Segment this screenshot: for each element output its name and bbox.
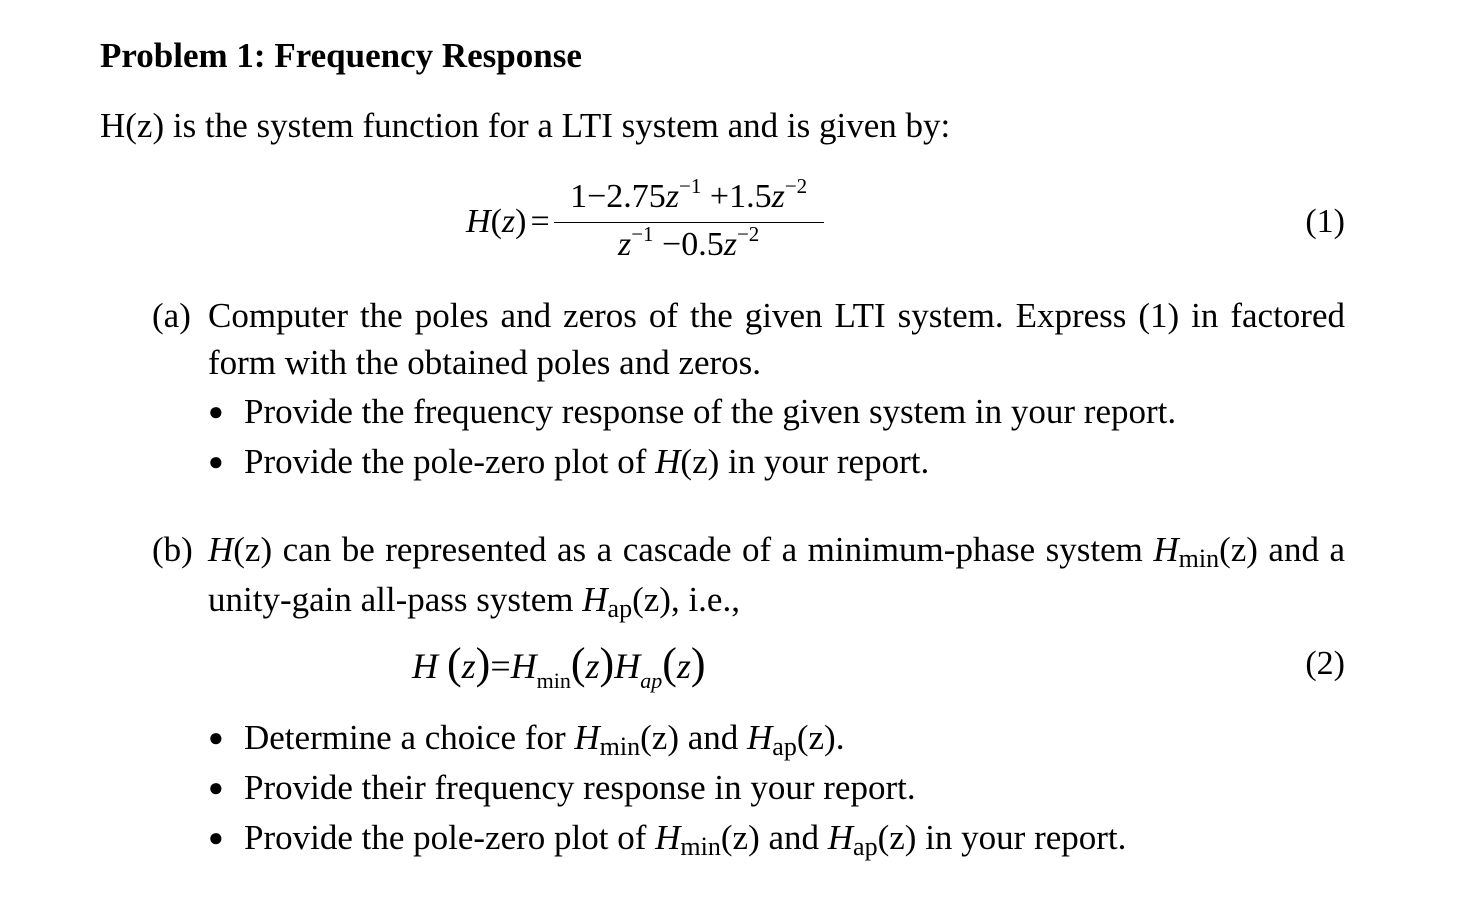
list-item: ● Provide the pole-zero plot of Hmin(z) and Hap(z) in your report. bbox=[208, 814, 1126, 864]
part-a-label: (a) bbox=[152, 296, 191, 335]
equation-number-2: (2) bbox=[1305, 645, 1345, 682]
part-a-bullets bbox=[208, 388, 1176, 488]
eq1-numerator: $1-2.75z^{-1} +1.5z^{-2}$ bbox=[570, 173, 808, 215]
bullet-icon: ● bbox=[208, 397, 224, 426]
list-item: ● Provide the frequency response of the given system in your report. bbox=[208, 388, 1176, 438]
equation-number-1: (1) bbox=[1305, 203, 1345, 240]
bullet-icon: ● bbox=[208, 447, 224, 476]
equation-1 bbox=[466, 172, 824, 272]
list-item: ● Provide the pole-zero plot of H(z) in your report. bbox=[208, 438, 1176, 488]
part-a-text: Computer the poles and zeros of the given LTI system. Express (1) in factored form with the obtained poles and zeros. bbox=[208, 296, 1345, 382]
eq1-fraction bbox=[554, 175, 824, 270]
problem-title: Problem 1: Frequency Response bbox=[100, 36, 582, 75]
bullet-icon: ● bbox=[208, 723, 224, 752]
part-b-bullets bbox=[208, 714, 1126, 864]
eq1-lhs: H(z) bbox=[466, 203, 527, 240]
bullet-icon: ● bbox=[208, 773, 224, 802]
list-item: ● Determine a choice for Hmin(z) and Hap(z). bbox=[208, 714, 1126, 764]
bullet-icon: ● bbox=[208, 823, 224, 852]
part-b-label: (b) bbox=[152, 530, 193, 569]
part-b-text: H(z) can be represented as a cascade of a minimum-phase system Hmin(z) and a unity-gain all-pass system Hap(z), i.e., bbox=[208, 530, 1346, 623]
equation-2: H $(z)=H_{min}(z)H_{ap}(z)$ bbox=[412, 639, 706, 693]
eq1-denominator: $z^{-1} -0.5z^{-2}$ bbox=[617, 221, 760, 263]
intro-text: H(z) is the system function for a LTI system and is given by: bbox=[100, 106, 951, 145]
list-item: ● Provide their frequency response in your report. bbox=[208, 764, 1126, 814]
eq1-equals: = bbox=[530, 203, 550, 240]
part-a bbox=[152, 292, 1345, 386]
part-b bbox=[152, 526, 1345, 626]
